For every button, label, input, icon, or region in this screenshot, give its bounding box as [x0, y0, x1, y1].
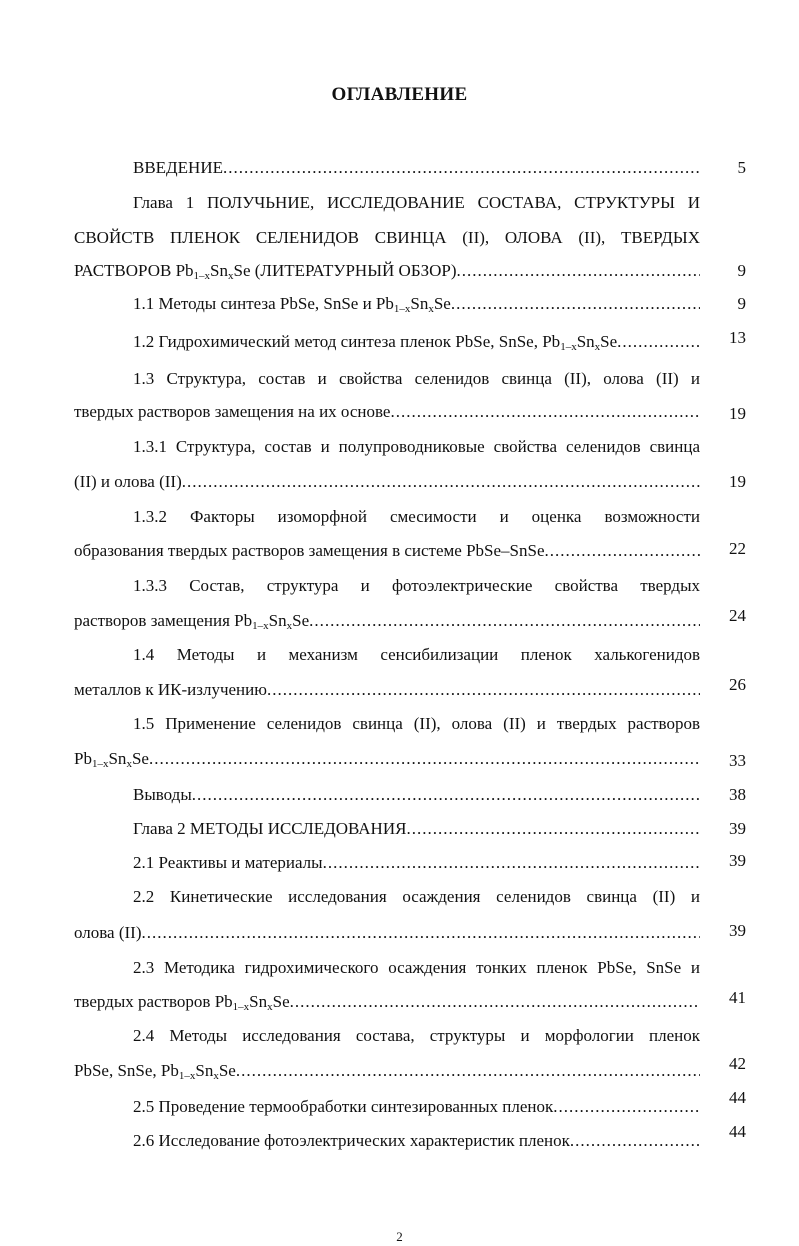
leader-dots — [390, 399, 700, 425]
toc-entry-1-3-line1[interactable]: 1.3 Структура, состав и свойства селенидов свинца (II), олова (II) и — [133, 369, 700, 388]
toc-entry-1-5-line1[interactable]: 1.5 Применение селенидов свинца (II), олова (II) и твердых растворов — [133, 714, 700, 733]
toc-entry-2-2-line2[interactable]: олова (II) ..... — [74, 920, 700, 946]
toc-page-2-3: 41 — [729, 988, 746, 1007]
toc-page-1-3-1: 19 — [729, 472, 746, 491]
leader-dots — [553, 1094, 700, 1120]
toc-page-1-2: 13 — [729, 328, 746, 347]
leader-dots — [451, 291, 700, 317]
leader-dots — [142, 920, 700, 946]
toc-page-1-3-2: 22 — [729, 539, 746, 558]
toc-entry-1-4-line1[interactable]: 1.4 Методы и механизм сенсибилизации пленок халькогенидов — [133, 645, 700, 664]
leader-dots — [323, 850, 700, 876]
toc-page-1-3-3: 24 — [729, 606, 746, 625]
toc-entry-2-4-line1[interactable]: 2.4 Методы исследования состава, структуры и морфологии пленок — [133, 1026, 700, 1045]
toc-entry-2-3-line1[interactable]: 2.3 Методика гидрохимического осаждения тонких пленок PbSe, SnSe и — [133, 958, 700, 977]
leader-dots — [290, 989, 700, 1015]
toc-page-1-5: 33 — [729, 751, 746, 770]
leader-dots — [545, 538, 701, 564]
leader-dots — [223, 155, 700, 181]
toc-entry-1-3-1-line2[interactable]: (II) и олова (II) ..... — [74, 469, 700, 495]
page-number: 2 — [396, 1229, 403, 1244]
toc-page-1-1: 9 — [737, 294, 746, 313]
toc-page-2-2: 39 — [729, 921, 746, 940]
leader-dots — [267, 677, 700, 703]
toc-page-2-1: 39 — [729, 851, 746, 870]
toc-entry-1-4-line2[interactable]: металлов к ИК-излучению ..... — [74, 677, 700, 703]
toc-entry-2-6[interactable]: 2.6 Исследование фотоэлектрических характеристик пленок ..... — [133, 1128, 700, 1154]
toc-entry-2-3-line2[interactable]: твердых растворов $Pb_{1-x}Sn_xSe$ ..... — [74, 989, 700, 1015]
toc-page-intro: 5 — [737, 158, 746, 177]
toc-entry-chapter1-line1[interactable]: Глава 1 ПОЛУЧЬНИЕ, ИССЛЕДОВАНИЕ СОСТАВА, СТРУКТУРЫ И — [133, 193, 700, 212]
toc-entry-chapter2[interactable]: Глава 2 МЕТОДЫ ИССЛЕДОВАНИЯ ..... — [133, 816, 700, 842]
toc-page-1-4: 26 — [729, 675, 746, 694]
toc-title: ОГЛАВЛЕНИЕ — [331, 84, 468, 105]
toc-page-2-5: 44 — [729, 1088, 746, 1107]
toc-entry-1-3-1-line1[interactable]: 1.3.1 Структура, состав и полупроводниковые свойства селенидов свинца — [133, 437, 700, 456]
toc-entry-2-4-line2[interactable]: PbSe, SnSe, $Pb_{1-x}Sn_xSe$ ..... — [74, 1058, 700, 1084]
toc-entry-chapter1-line2[interactable]: СВОЙСТВ ПЛЕНОК СЕЛЕНИДОВ СВИНЦА (II), ОЛОВА (II), ТВЕРДЫХ — [74, 228, 700, 247]
leader-dots — [570, 1128, 700, 1154]
toc-page-conclusions: 38 — [729, 785, 746, 804]
leader-dots — [406, 816, 700, 842]
leader-dots — [236, 1058, 700, 1084]
toc-entry-1-2[interactable]: 1.2 Гидрохимический метод синтеза пленок PbSe, SnSe, $Pb_{1-x}Sn_xSe$ ..... — [133, 329, 700, 355]
leader-dots — [192, 782, 700, 808]
toc-page-2-4: 42 — [729, 1054, 746, 1073]
toc-entry-1-1[interactable]: 1.1 Методы синтеза PbSe, SnSe и $Pb_{1-x}Sn_xSe$ ..... — [133, 291, 700, 317]
toc-entry-2-5[interactable]: 2.5 Проведение термообработки синтезированных пленок ..... — [133, 1094, 700, 1120]
leader-dots — [617, 329, 700, 355]
toc-page-chapter1: 9 — [737, 261, 746, 280]
toc-entry-chapter1-line3[interactable]: РАСТВОРОВ $Pb_{1-x}Sn_xSe$ (ЛИТЕРАТУРНЫЙ ОБЗОР) ..... — [74, 258, 700, 284]
toc-entry-1-5-line2[interactable]: $Pb_{1-x}Sn_xSe$ ..... — [74, 746, 700, 772]
toc-entry-1-3-3-line2[interactable]: растворов замещения $Pb_{1-x}Sn_xSe$ ..... — [74, 608, 700, 634]
toc-page-1-3: 19 — [729, 404, 746, 423]
toc-entry-1-3-2-line2[interactable]: образования твердых растворов замещения в системе PbSe–SnSe ..... — [74, 538, 700, 564]
leader-dots — [182, 469, 700, 495]
toc-entry-1-3-3-line1[interactable]: 1.3.3 Состав, структура и фотоэлектрические свойства твердых — [133, 576, 700, 595]
leader-dots — [309, 608, 700, 634]
toc-entry-1-3-2-line1[interactable]: 1.3.2 Факторы изоморфной смесимости и оценка возможности — [133, 507, 700, 526]
toc-entry-conclusions[interactable]: Выводы ..... — [133, 782, 700, 808]
toc-entry-intro[interactable]: ВВЕДЕНИЕ ..... — [133, 155, 700, 181]
leader-dots — [149, 746, 700, 772]
toc-entry-2-1[interactable]: 2.1 Реактивы и материалы ..... — [133, 850, 700, 876]
toc-entry-2-2-line1[interactable]: 2.2 Кинетические исследования осаждения селенидов свинца (II) и — [133, 887, 700, 906]
toc-entry-1-3-line2[interactable]: твердых растворов замещения на их основе ..... — [74, 399, 700, 425]
toc-page-chapter2: 39 — [729, 819, 746, 838]
leader-dots — [457, 258, 700, 284]
toc-page-2-6: 44 — [729, 1122, 746, 1141]
